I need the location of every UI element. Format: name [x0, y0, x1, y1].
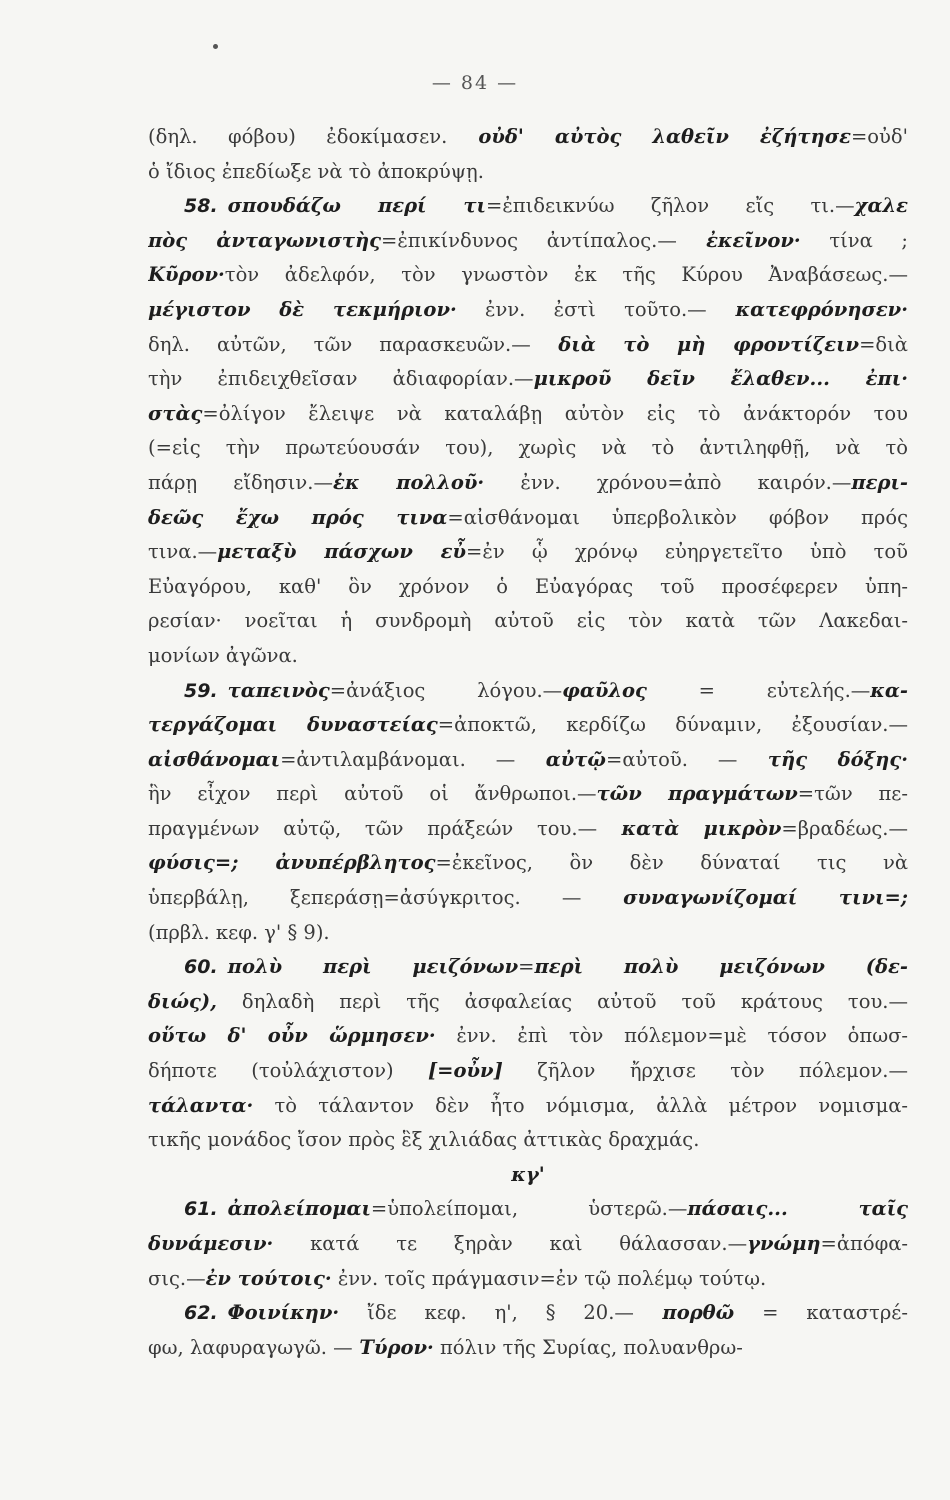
lemma: φύσις=; [148, 851, 239, 875]
gloss: τὴν ἐπιδειχθεῖσαν ἀδιαφορίαν.— [148, 367, 534, 391]
text-line [148, 950, 908, 985]
lemma: δεῶς ἔχω πρός τινα [148, 505, 448, 529]
gloss: σις.— [148, 1266, 206, 1290]
lemma: κα- [870, 678, 908, 702]
lemma: ἀπολείπομαι [227, 1197, 371, 1221]
text-line [148, 1089, 908, 1124]
lemma: πάσαις... ταῖς [687, 1197, 908, 1221]
gloss: κατά τε ξηρὰν καὶ θάλασσαν.— [273, 1232, 748, 1255]
gloss: =ἀπόφα- [820, 1232, 908, 1255]
gloss: = καταστρέ- [734, 1301, 908, 1325]
text-line [148, 777, 908, 812]
lemma: κγ' [511, 1162, 545, 1186]
gloss: πάρῃ εἴδησιν.— [148, 470, 333, 494]
gloss: =ὑπολείπομαι, ὑστερῶ.— [370, 1197, 688, 1221]
lemma: ἀνυπέρβλητος [238, 851, 436, 875]
gloss: = εὐτελής.— [646, 678, 871, 702]
text-line [148, 812, 908, 847]
text-line [148, 1331, 908, 1366]
gloss: =ἐπιδεικνύω ζῆλον εἴς τι.— [485, 194, 855, 218]
gloss: πόλιν τῆς Συρίας, πολυανθρω- [433, 1335, 743, 1359]
gloss: τικῆς μονάδος ἴσον πρὸς ἓξ χιλιάδας ἀττικὰς δραχμάς. [148, 1128, 700, 1152]
lemma: Φοινίκην· [227, 1301, 340, 1325]
text-line [148, 743, 908, 778]
gloss: ἐνν. ἐστὶ τοῦτο.— [456, 297, 707, 321]
gloss: φω, λαφυραγωγῶ. — [148, 1335, 353, 1359]
lemma: μέγιστον δὲ τεκμήριον· [148, 297, 457, 321]
lemma: αἰσθάνομαι [148, 747, 281, 771]
lemma: Τύρον· [352, 1335, 434, 1359]
ink-dot [213, 44, 218, 49]
gloss: =διὰ [859, 332, 908, 356]
text-line [148, 431, 908, 466]
text-line [148, 189, 908, 224]
text-line [148, 570, 908, 605]
lemma: πολὺ περὶ μειζόνων [227, 955, 519, 979]
text-line [148, 1192, 908, 1227]
gloss: δήποτε (τοὐλάχιστον) [148, 1059, 428, 1083]
gloss: (δηλ. φόβου) ἐδοκίμασεν. [148, 125, 448, 148]
gloss: =βραδέως.— [781, 816, 908, 840]
lemma: φαῦλος [562, 678, 647, 702]
lemma: αὐτῷ [515, 747, 606, 771]
lemma: τῶν πραγμάτων [596, 782, 798, 806]
text-line [148, 1123, 908, 1158]
lemma: δυνάμεσιν· [148, 1232, 274, 1255]
text-line [148, 881, 908, 916]
gloss: =τῶν πε- [797, 782, 908, 806]
text-line [148, 1296, 908, 1331]
gloss: τίνα ; [800, 228, 908, 252]
page-number: — 84 — [431, 72, 519, 94]
lemma: οὐδ' αὐτὸς λαθεῖν ἐζήτησε [447, 125, 851, 148]
lemma: [=οὖν] [427, 1059, 503, 1083]
lemma: Κῦρον· [148, 263, 225, 287]
lemma: πορθῶ [633, 1301, 735, 1325]
gloss: τὸ τάλαντον δὲν ἦτο νόμισμα, ἀλλὰ μέτρον νομισμα- [253, 1093, 908, 1117]
text-line [148, 1227, 908, 1262]
lemma: ἐκ πολλοῦ· [333, 470, 485, 494]
lemma: κατὰ μικρὸν [597, 816, 782, 840]
text-line [148, 397, 908, 432]
lemma: διὰ τὸ μὴ φροντίζειν [530, 332, 860, 356]
section-number: 62. [184, 1302, 218, 1325]
lemma: μικροῦ δεῖν ἔλαθεν... ἐπι· [533, 367, 908, 391]
text-line [148, 1262, 908, 1297]
lemma: κατεφρόνησεν· [706, 297, 908, 321]
text-line [148, 916, 908, 951]
section-number: 58. [184, 195, 218, 218]
gloss: δηλαδὴ περὶ τῆς ἀσφαλείας αὐτοῦ τοῦ κράτους του.— [216, 989, 908, 1013]
gloss: =οὐδ' [850, 125, 908, 148]
lemma: σπουδάζω περί τι [227, 194, 486, 218]
text-line [148, 639, 908, 674]
lemma: πὸς ἀνταγωνιστὴς [148, 228, 381, 252]
lemma: μεταξὺ πάσχων εὖ [217, 540, 467, 564]
gloss: ὑπερβάλῃ, ξεπεράσῃ=ἀσύγκριτος. — [148, 886, 582, 910]
section-number: 61. [184, 1198, 218, 1221]
text-line [148, 846, 908, 881]
gloss: ἐνν. χρόνου=ἀπὸ καιρόν.— [484, 470, 852, 494]
lemma: ἐν τούτοις· [205, 1266, 332, 1290]
lemma: χαλε [854, 194, 908, 218]
gloss: πραγμένων αὐτῷ, τῶν πράξεών του.— [148, 816, 598, 840]
text-line [148, 1158, 908, 1193]
gloss: τινα.— [148, 540, 218, 564]
lemma: στὰς [148, 401, 203, 425]
gloss: =ἐν ᾧ χρόνῳ εὐηργετεῖτο ὑπὸ τοῦ [466, 540, 908, 564]
text-line [148, 535, 908, 570]
page-body [148, 120, 908, 1365]
gloss: =αὐτοῦ. — [606, 747, 738, 771]
text-line [148, 604, 908, 639]
text-line [148, 1054, 908, 1089]
gloss: δηλ. αὐτῶν, τῶν παρασκευῶν.— [148, 332, 531, 356]
gloss: (πρβλ. κεφ. γ' § 9). [148, 920, 330, 944]
text-line [148, 362, 908, 397]
gloss: ἴδε κεφ. η', § 20.— [339, 1301, 634, 1325]
gloss: ζῆλον ἤρχισε τὸν πόλεμον.— [502, 1059, 908, 1083]
gloss: = [518, 955, 535, 979]
lemma: τῆς δόξης· [737, 747, 908, 771]
text-line [148, 466, 908, 501]
lemma: διώς), [148, 989, 217, 1013]
text-line [148, 501, 908, 536]
gloss: (=εἰς τὴν πρωτεύουσάν του), χωρὶς νὰ τὸ ἀντιληφθῇ, νὰ τὸ [148, 436, 908, 460]
gloss: ἣν εἶχον περὶ αὐτοῦ οἱ ἄνθρωποι.— [148, 782, 597, 806]
text-line [148, 1019, 908, 1054]
text-line [148, 293, 908, 328]
gloss: μονίων ἀγῶνα. [148, 643, 298, 667]
text-line [148, 224, 908, 259]
lemma: ἐκεῖνον· [676, 228, 801, 252]
lemma: περι- [851, 470, 908, 494]
lemma: τεργάζομαι δυναστείας [148, 713, 438, 737]
gloss: τὸν ἀδελφόν, τὸν γνωστὸν ἐκ τῆς Κύρου Ἀναβάσεως.— [224, 263, 908, 287]
text-line [148, 120, 908, 155]
lemma: τάλαντα· [148, 1093, 254, 1117]
gloss: ἐνν. ἐπὶ τὸν πόλεμον=μὲ τόσον ὁπωσ- [435, 1024, 908, 1048]
lemma: ταπεινὸς [227, 678, 330, 702]
gloss: =ἀποκτῶ, κερδίζω δύναμιν, ἐξουσίαν.— [437, 713, 908, 737]
gloss: =αἰσθάνομαι ὑπερβολικὸν φόβον πρός [447, 505, 908, 529]
lemma: περὶ πολὺ μειζόνων (δε- [534, 955, 908, 979]
text-line [148, 258, 908, 293]
text-line [148, 155, 908, 190]
section-number: 59. [184, 679, 218, 702]
gloss: Εὐαγόρου, καθ' ὃν χρόνον ὁ Εὐαγόρας τοῦ προσέφερεν ὑπη- [148, 574, 908, 598]
lemma: γνώμη [747, 1232, 821, 1255]
gloss: =ἀνάξιος λόγου.— [329, 678, 563, 702]
text-line [148, 328, 908, 363]
text-line [148, 985, 908, 1020]
text-line [148, 674, 908, 709]
gloss: ἐνν. τοῖς πράγμασιν=ἐν τῷ πολέμῳ τούτῳ. [331, 1266, 767, 1290]
gloss: ρεσίαν· νοεῖται ἡ συνδρομὴ αὐτοῦ εἰς τὸν κατὰ τῶν Λακεδαι- [148, 609, 908, 633]
lemma: οὕτω δ' οὖν ὥρμησεν· [148, 1024, 436, 1048]
section-number: 60. [184, 956, 218, 979]
lemma: συναγωνίζομαί τινι=; [581, 886, 908, 910]
gloss: =ἐπικίνδυνος ἀντίπαλος.— [381, 228, 677, 252]
gloss: =ἐκεῖνος, ὃν δὲν δύναταί τις νὰ [435, 851, 908, 875]
gloss: =ἀντιλαμβάνομαι. — [280, 747, 516, 771]
text-line [148, 708, 908, 743]
gloss: =ὀλίγον ἔλειψε νὰ καταλάβῃ αὐτὸν εἰς τὸ ἀνάκτορόν του [202, 401, 908, 425]
gloss: ὁ ἴδιος ἐπεδίωξε νὰ τὸ ἀποκρύψῃ. [148, 159, 484, 183]
